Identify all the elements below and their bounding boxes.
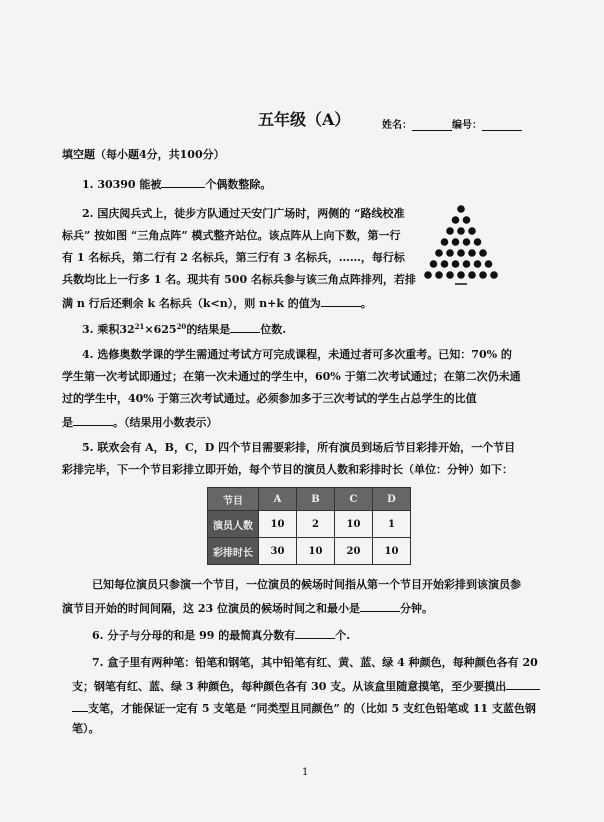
- q4-line4: [62, 414, 218, 430]
- lattice-dot: [468, 227, 476, 235]
- q4-line2: 学生第一次考试即通过；在第一次未通过的学生中，60% 于第二次考试通过；在第二次仍未通: [62, 370, 521, 383]
- table-row-label: 彩排时长: [208, 538, 259, 565]
- lattice-dot: [479, 271, 487, 279]
- q2-line5: [62, 295, 372, 311]
- lattice-dot: [441, 260, 449, 268]
- table-header-cell: A: [259, 488, 297, 511]
- q6-prefix: 6. 分子与分母的和是 99 的最简真分数有: [92, 629, 296, 642]
- lattice-dot: [463, 216, 471, 224]
- question-6: [92, 627, 350, 643]
- q3-mid: ×625: [144, 323, 177, 336]
- q3-answer-blank[interactable]: [230, 321, 260, 333]
- q3-prefix: 3. 乘积32: [82, 323, 135, 336]
- table-cell: 10: [297, 538, 335, 565]
- lattice-dot: [468, 271, 476, 279]
- table-header-cell: D: [373, 488, 411, 511]
- lattice-dot: [479, 249, 487, 257]
- q5-line3: 已知每位演员只参演一个节目，一位演员的候场时间指从第一个节目开始彩排到该演员参: [92, 578, 521, 591]
- lattice-dot: [457, 227, 465, 235]
- table-cell: 30: [259, 538, 297, 565]
- q7-answer-blank[interactable]: [506, 678, 540, 690]
- table-header-cell: C: [335, 488, 373, 511]
- lattice-dot: [452, 238, 460, 246]
- lattice-dot: [452, 260, 460, 268]
- table-row: [208, 511, 411, 538]
- lattice-dot: [485, 260, 493, 268]
- q2-line5-prefix: 满 n 行后还剩余 k 名标兵（k<n），则 n+k 的值为: [62, 297, 321, 310]
- q7-line4: 笔）。: [72, 722, 100, 735]
- q3-suffix: 位数.: [260, 323, 287, 336]
- lattice-dot: [452, 216, 460, 224]
- table-cell: 10: [373, 538, 411, 565]
- q2-line3: 有 1 名标兵，第二行有 2 名标兵，第三行有 3 名标兵，……，每行标: [62, 251, 405, 264]
- q5-line4-prefix: 演节目开始的时间间隔，这 23 位演员的候场时间之和最小是: [62, 602, 360, 615]
- lattice-dot: [474, 238, 482, 246]
- rehearsal-table: [207, 487, 411, 565]
- q7-line2: [72, 678, 540, 694]
- q4-line3: 过的学生中，40% 于第三次考试通过。必须参加多于三次考试的学生占总学生的比值: [62, 392, 477, 405]
- q6-suffix: 个.: [335, 629, 351, 642]
- lattice-dot: [474, 260, 482, 268]
- table-row-label: 演员人数: [208, 511, 259, 538]
- question-1: [82, 176, 271, 192]
- q7-line3: [72, 700, 536, 716]
- q3-text: 的结果是: [186, 323, 231, 336]
- q6-answer-blank[interactable]: [295, 627, 335, 639]
- q4-line1: 4. 选修奥数学课的学生需通过考试方可完成课程，未通过者可多次重考。已知：70% 的: [82, 348, 512, 361]
- q2-line5-suffix: 。: [360, 297, 372, 310]
- page-title: 五年级（A）: [258, 110, 351, 129]
- table-row: [208, 538, 411, 565]
- q7-answer-blank-continued: [72, 700, 88, 712]
- q4-line4-prefix: 是: [62, 416, 73, 429]
- lattice-dot: [441, 238, 449, 246]
- q7-line3-text: 支笔，才能保证一定有 5 支笔是 “同类型且同颜色” 的（比如 5 支红色铅笔或 11 支蓝色钢: [88, 702, 536, 715]
- q4-line4-suffix: 。（结果用小数表示）: [113, 416, 218, 429]
- q3-exponent-2: 20: [176, 322, 187, 331]
- q5-line2: 彩排完毕，下一个节目彩排立即开始，每个节目的演员人数和彩排时长（单位：分钟）如下：: [62, 463, 513, 476]
- q2-line1: 2. 国庆阅兵式上，徒步方队通过天安门广场时，两侧的 “路线校准: [82, 207, 405, 220]
- lattice-dot: [446, 249, 454, 257]
- section-title: 填空题（每小题4分，共100分）: [62, 148, 225, 161]
- q1-answer-blank[interactable]: [161, 176, 205, 188]
- lattice-dot: [446, 271, 454, 279]
- lattice-dot: [424, 271, 432, 279]
- lattice-dot: [446, 227, 454, 235]
- q2-answer-blank[interactable]: [321, 295, 361, 307]
- question-3: [82, 321, 286, 337]
- table-cell: 2: [297, 511, 335, 538]
- id-field[interactable]: [482, 119, 522, 135]
- lattice-dot: [463, 260, 471, 268]
- q1-prefix: 1. 30390 能被: [82, 178, 162, 191]
- name-field[interactable]: [412, 119, 452, 135]
- q7-line2-text: 支；钢笔有红、蓝、绿 3 种颜色，每种颜色各有 30 支。从该盒里随意摸笔，至少要摸出: [72, 680, 507, 693]
- table-cell: 20: [335, 538, 373, 565]
- q4-answer-blank[interactable]: [73, 414, 113, 426]
- lattice-dot: [430, 260, 438, 268]
- lattice-dot: [457, 271, 465, 279]
- table-cell: 10: [259, 511, 297, 538]
- triangle-dot-figure: [420, 203, 504, 287]
- name-label: 姓名：: [382, 120, 412, 131]
- page-number: 1: [302, 767, 309, 778]
- q3-exponent-1: 21: [134, 322, 145, 331]
- lattice-dot: [490, 271, 498, 279]
- table-header-row: [208, 488, 411, 511]
- q5-line4: [62, 600, 433, 616]
- lattice-dot: [435, 249, 443, 257]
- lattice-dot: [457, 249, 465, 257]
- q2-line4: 兵数均比上一行多 1 名。现共有 500 名标兵参与该三角点阵排列，若排: [62, 273, 416, 286]
- lattice-dot: [435, 271, 443, 279]
- q5-answer-blank[interactable]: [360, 600, 400, 612]
- table-cell: 1: [373, 511, 411, 538]
- lattice-dot: [463, 238, 471, 246]
- q1-suffix: 个偶数整除。: [205, 178, 272, 191]
- lattice-dot: [468, 249, 476, 257]
- q7-line1: 7. 盒子里有两种笔：铅笔和钢笔，其中铅笔有红、黄、蓝、绿 4 种颜色，每种颜色各有 20: [92, 656, 538, 669]
- id-label: 编号：: [452, 120, 482, 131]
- lattice-dot: [457, 205, 465, 213]
- q5-line4-suffix: 分钟。: [399, 602, 433, 615]
- q2-line2: 标兵” 按如图 “三角点阵” 模式整齐站位。该点阵从上向下数，第一行: [62, 229, 401, 242]
- table-cell: 10: [335, 511, 373, 538]
- table-header-cell: B: [297, 488, 335, 511]
- table-header-cell: 节目: [208, 488, 259, 511]
- q5-line1: 5. 联欢会有 A，B，C，D 四个节目需要彩排，所有演员到场后节目彩排开始，一个节目: [82, 441, 516, 454]
